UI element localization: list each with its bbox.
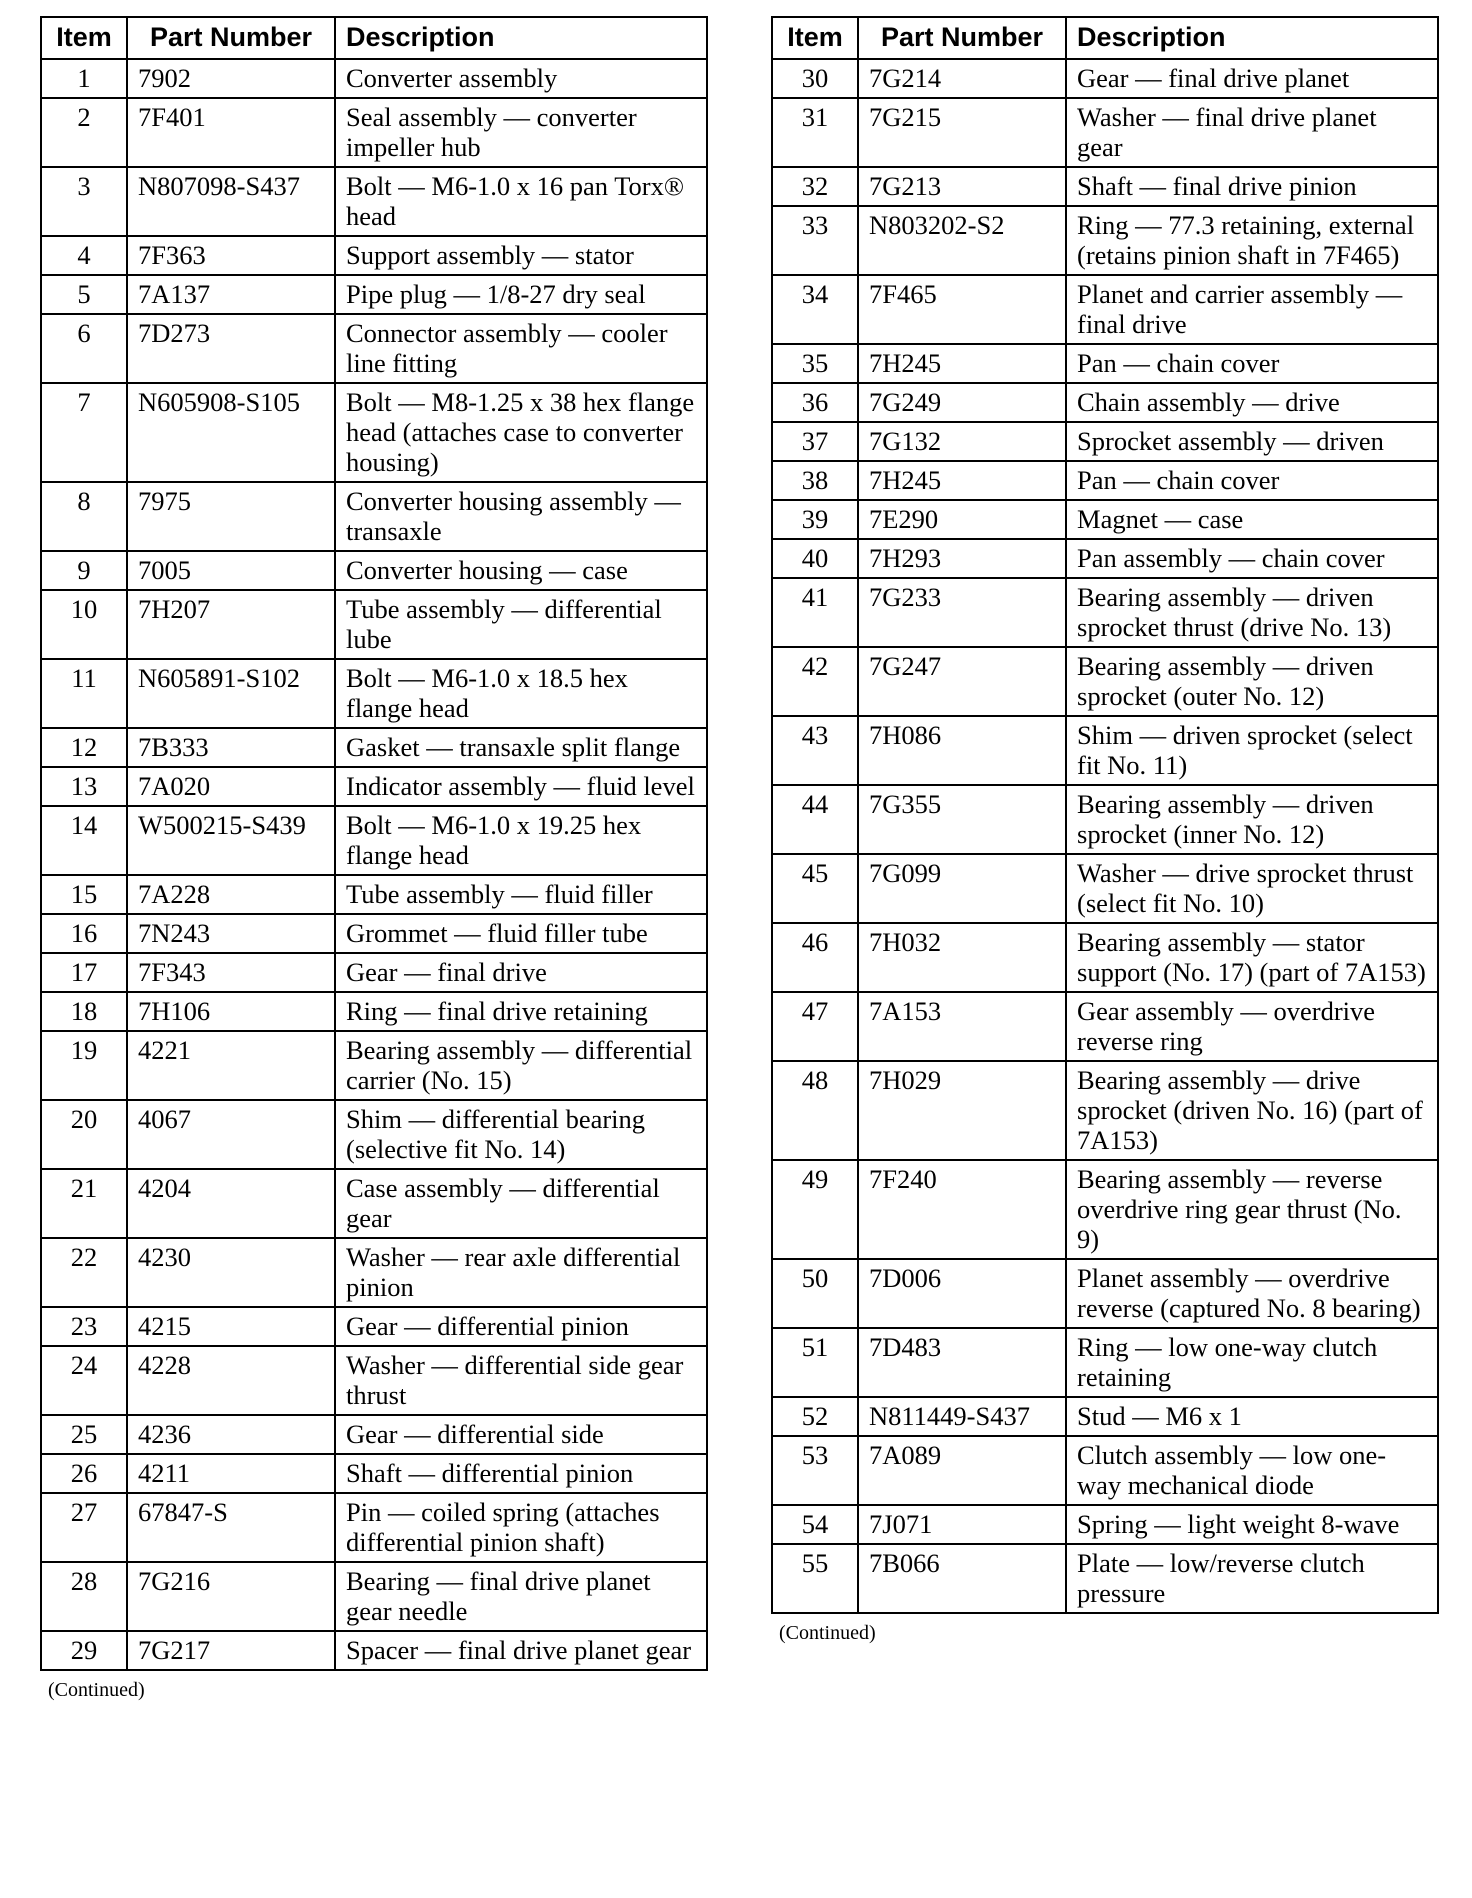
part-number-cell: 7G132 <box>858 422 1066 461</box>
part-number-cell: 7H245 <box>858 461 1066 500</box>
part-number-cell: 7F401 <box>127 98 335 167</box>
item-number-cell: 13 <box>41 767 127 806</box>
part-number-cell: 4215 <box>127 1307 335 1346</box>
table-row <box>41 1238 707 1307</box>
item-number-cell: 4 <box>41 236 127 275</box>
item-number-cell: 10 <box>41 590 127 659</box>
item-number-cell: 51 <box>772 1328 858 1397</box>
description-cell: Pan assembly — chain cover <box>1066 539 1438 578</box>
item-number-cell: 19 <box>41 1031 127 1100</box>
part-number-cell: 7H029 <box>858 1061 1066 1160</box>
description-cell: Indicator assembly — fluid level <box>335 767 707 806</box>
description-cell: Chain assembly — drive <box>1066 383 1438 422</box>
table-row <box>41 482 707 551</box>
part-number-cell: W500215-S439 <box>127 806 335 875</box>
table-row <box>41 659 707 728</box>
item-number-cell: 54 <box>772 1505 858 1544</box>
continued-note-left: (Continued) <box>48 1679 145 1701</box>
part-number-cell: 7G215 <box>858 98 1066 167</box>
part-number-cell: 7A089 <box>858 1436 1066 1505</box>
table-row <box>772 647 1438 716</box>
description-cell: Bolt — M6-1.0 x 19.25 hex flange head <box>335 806 707 875</box>
item-number-cell: 17 <box>41 953 127 992</box>
part-number-cell: 7E290 <box>858 500 1066 539</box>
description-cell: Pan — chain cover <box>1066 344 1438 383</box>
item-number-cell: 30 <box>772 59 858 98</box>
description-cell: Shaft — final drive pinion <box>1066 167 1438 206</box>
header-description: Description <box>1066 17 1438 59</box>
description-cell: Converter housing assembly — transaxle <box>335 482 707 551</box>
table-row <box>772 1259 1438 1328</box>
description-cell: Bearing assembly — driven sprocket (outer No. 12) <box>1066 647 1438 716</box>
continued-note-right: (Continued) <box>779 1622 876 1644</box>
item-number-cell: 36 <box>772 383 858 422</box>
description-cell: Spring — light weight 8-wave <box>1066 1505 1438 1544</box>
table-row <box>772 461 1438 500</box>
table-row <box>41 1346 707 1415</box>
part-number-cell: 7G249 <box>858 383 1066 422</box>
description-cell: Pin — coiled spring (attaches differential pinion shaft) <box>335 1493 707 1562</box>
description-cell: Clutch assembly — low one-way mechanical diode <box>1066 1436 1438 1505</box>
table-row <box>41 1493 707 1562</box>
table-row <box>41 275 707 314</box>
item-number-cell: 9 <box>41 551 127 590</box>
table-row <box>41 1454 707 1493</box>
table-row <box>41 314 707 383</box>
description-cell: Bearing assembly — drive sprocket (driven No. 16) (part of 7A153) <box>1066 1061 1438 1160</box>
description-cell: Grommet — fluid filler tube <box>335 914 707 953</box>
table-row <box>41 236 707 275</box>
item-number-cell: 20 <box>41 1100 127 1169</box>
item-number-cell: 41 <box>772 578 858 647</box>
table-row <box>772 854 1438 923</box>
description-cell: Ring — final drive retaining <box>335 992 707 1031</box>
parts-table-left-body <box>41 59 707 1670</box>
table-row <box>41 551 707 590</box>
item-number-cell: 32 <box>772 167 858 206</box>
item-number-cell: 48 <box>772 1061 858 1160</box>
table-row <box>41 806 707 875</box>
part-number-cell: 7G213 <box>858 167 1066 206</box>
part-number-cell: 4067 <box>127 1100 335 1169</box>
item-number-cell: 26 <box>41 1454 127 1493</box>
item-number-cell: 35 <box>772 344 858 383</box>
table-row <box>772 500 1438 539</box>
parts-table-left-column <box>40 16 706 1702</box>
description-cell: Seal assembly — converter impeller hub <box>335 98 707 167</box>
table-row <box>772 539 1438 578</box>
description-cell: Ring — low one-way clutch retaining <box>1066 1328 1438 1397</box>
item-number-cell: 28 <box>41 1562 127 1631</box>
table-row <box>41 98 707 167</box>
table-row <box>41 1307 707 1346</box>
table-row <box>41 1100 707 1169</box>
item-number-cell: 16 <box>41 914 127 953</box>
part-number-cell: N605908-S105 <box>127 383 335 482</box>
item-number-cell: 12 <box>41 728 127 767</box>
header-part-number: Part Number <box>127 17 335 59</box>
part-number-cell: 7H207 <box>127 590 335 659</box>
table-row <box>772 59 1438 98</box>
part-number-cell: 7G355 <box>858 785 1066 854</box>
part-number-cell: 7G214 <box>858 59 1066 98</box>
description-cell: Gear — differential side <box>335 1415 707 1454</box>
description-cell: Spacer — final drive planet gear <box>335 1631 707 1670</box>
description-cell: Gear — final drive planet <box>1066 59 1438 98</box>
description-cell: Connector assembly — cooler line fitting <box>335 314 707 383</box>
description-cell: Ring — 77.3 retaining, external (retains pinion shaft in 7F465) <box>1066 206 1438 275</box>
table-row <box>41 383 707 482</box>
item-number-cell: 21 <box>41 1169 127 1238</box>
item-number-cell: 44 <box>772 785 858 854</box>
item-number-cell: 49 <box>772 1160 858 1259</box>
item-number-cell: 50 <box>772 1259 858 1328</box>
part-number-cell: 7D006 <box>858 1259 1066 1328</box>
part-number-cell: 7B066 <box>858 1544 1066 1613</box>
table-row <box>772 422 1438 461</box>
part-number-cell: 7005 <box>127 551 335 590</box>
item-number-cell: 7 <box>41 383 127 482</box>
description-cell: Case assembly — differential gear <box>335 1169 707 1238</box>
header-part-number: Part Number <box>858 17 1066 59</box>
item-number-cell: 24 <box>41 1346 127 1415</box>
description-cell: Tube assembly — fluid filler <box>335 875 707 914</box>
part-number-cell: 7J071 <box>858 1505 1066 1544</box>
description-cell: Bolt — M8-1.25 x 38 hex flange head (attaches case to converter housing) <box>335 383 707 482</box>
part-number-cell: 7H032 <box>858 923 1066 992</box>
item-number-cell: 14 <box>41 806 127 875</box>
table-row <box>772 923 1438 992</box>
part-number-cell: N807098-S437 <box>127 167 335 236</box>
table-row <box>41 590 707 659</box>
part-number-cell: 4228 <box>127 1346 335 1415</box>
item-number-cell: 52 <box>772 1397 858 1436</box>
description-cell: Bearing assembly — stator support (No. 17) (part of 7A153) <box>1066 923 1438 992</box>
description-cell: Magnet — case <box>1066 500 1438 539</box>
table-row <box>772 716 1438 785</box>
item-number-cell: 39 <box>772 500 858 539</box>
table-row <box>772 1505 1438 1544</box>
table-row <box>41 953 707 992</box>
description-cell: Converter housing — case <box>335 551 707 590</box>
description-cell: Gear — differential pinion <box>335 1307 707 1346</box>
description-cell: Washer — drive sprocket thrust (select fit No. 10) <box>1066 854 1438 923</box>
table-row <box>772 98 1438 167</box>
description-cell: Planet assembly — overdrive reverse (captured No. 8 bearing) <box>1066 1259 1438 1328</box>
part-number-cell: 7H086 <box>858 716 1066 785</box>
part-number-cell: 7A020 <box>127 767 335 806</box>
part-number-cell: 7B333 <box>127 728 335 767</box>
part-number-cell: 7A228 <box>127 875 335 914</box>
item-number-cell: 3 <box>41 167 127 236</box>
part-number-cell: 7F465 <box>858 275 1066 344</box>
description-cell: Gasket — transaxle split flange <box>335 728 707 767</box>
table-row <box>772 1436 1438 1505</box>
part-number-cell: 7A153 <box>858 992 1066 1061</box>
description-cell: Support assembly — stator <box>335 236 707 275</box>
item-number-cell: 1 <box>41 59 127 98</box>
header-item: Item <box>772 17 858 59</box>
part-number-cell: 7H245 <box>858 344 1066 383</box>
table-row <box>772 1061 1438 1160</box>
table-row <box>41 1562 707 1631</box>
table-row <box>41 1169 707 1238</box>
table-row <box>772 167 1438 206</box>
table-row <box>41 914 707 953</box>
item-number-cell: 47 <box>772 992 858 1061</box>
table-row <box>772 383 1438 422</box>
item-number-cell: 18 <box>41 992 127 1031</box>
part-number-cell: 7G099 <box>858 854 1066 923</box>
item-number-cell: 23 <box>41 1307 127 1346</box>
table-row <box>41 167 707 236</box>
description-cell: Pan — chain cover <box>1066 461 1438 500</box>
description-cell: Tube assembly — differential lube <box>335 590 707 659</box>
description-cell: Shaft — differential pinion <box>335 1454 707 1493</box>
table-row <box>772 992 1438 1061</box>
description-cell: Gear assembly — overdrive reverse ring <box>1066 992 1438 1061</box>
description-cell: Washer — final drive planet gear <box>1066 98 1438 167</box>
part-number-cell: 7975 <box>127 482 335 551</box>
description-cell: Planet and carrier assembly — final drive <box>1066 275 1438 344</box>
table-row <box>772 206 1438 275</box>
part-number-cell: 4211 <box>127 1454 335 1493</box>
table-row <box>41 59 707 98</box>
table-row <box>41 1415 707 1454</box>
description-cell: Bearing assembly — differential carrier (No. 15) <box>335 1031 707 1100</box>
description-cell: Shim — differential bearing (selective fit No. 14) <box>335 1100 707 1169</box>
description-cell: Bearing — final drive planet gear needle <box>335 1562 707 1631</box>
item-number-cell: 2 <box>41 98 127 167</box>
table-row <box>41 767 707 806</box>
part-number-cell: 7A137 <box>127 275 335 314</box>
part-number-cell: 7G233 <box>858 578 1066 647</box>
description-cell: Gear — final drive <box>335 953 707 992</box>
table-header-row <box>41 17 707 59</box>
parts-table-right <box>771 16 1439 1614</box>
item-number-cell: 55 <box>772 1544 858 1613</box>
description-cell: Bolt — M6-1.0 x 16 pan Torx® head <box>335 167 707 236</box>
item-number-cell: 40 <box>772 539 858 578</box>
part-number-cell: 7D483 <box>858 1328 1066 1397</box>
item-number-cell: 5 <box>41 275 127 314</box>
part-number-cell: 7G217 <box>127 1631 335 1670</box>
table-row <box>772 1397 1438 1436</box>
part-number-cell: 67847-S <box>127 1493 335 1562</box>
item-number-cell: 38 <box>772 461 858 500</box>
description-cell: Stud — M6 x 1 <box>1066 1397 1438 1436</box>
description-cell: Shim — driven sprocket (select fit No. 11) <box>1066 716 1438 785</box>
description-cell: Bearing assembly — reverse overdrive ring gear thrust (No. 9) <box>1066 1160 1438 1259</box>
item-number-cell: 6 <box>41 314 127 383</box>
item-number-cell: 37 <box>772 422 858 461</box>
item-number-cell: 34 <box>772 275 858 344</box>
item-number-cell: 31 <box>772 98 858 167</box>
part-number-cell: N803202-S2 <box>858 206 1066 275</box>
item-number-cell: 42 <box>772 647 858 716</box>
parts-table-right-column <box>771 16 1437 1645</box>
part-number-cell: 4221 <box>127 1031 335 1100</box>
header-item: Item <box>41 17 127 59</box>
part-number-cell: 7902 <box>127 59 335 98</box>
part-number-cell: N605891-S102 <box>127 659 335 728</box>
parts-table-right-body <box>772 59 1438 1613</box>
part-number-cell: 7H293 <box>858 539 1066 578</box>
table-row <box>772 1160 1438 1259</box>
part-number-cell: 7F240 <box>858 1160 1066 1259</box>
table-row <box>41 1631 707 1670</box>
description-cell: Washer — rear axle differential pinion <box>335 1238 707 1307</box>
part-number-cell: 4236 <box>127 1415 335 1454</box>
header-description: Description <box>335 17 707 59</box>
parts-table-left <box>40 16 708 1671</box>
description-cell: Sprocket assembly — driven <box>1066 422 1438 461</box>
table-row <box>41 1031 707 1100</box>
item-number-cell: 45 <box>772 854 858 923</box>
item-number-cell: 25 <box>41 1415 127 1454</box>
item-number-cell: 27 <box>41 1493 127 1562</box>
part-number-cell: 7D273 <box>127 314 335 383</box>
part-number-cell: 7F343 <box>127 953 335 992</box>
table-row <box>772 275 1438 344</box>
item-number-cell: 22 <box>41 1238 127 1307</box>
part-number-cell: 4204 <box>127 1169 335 1238</box>
table-row <box>772 1328 1438 1397</box>
part-number-cell: 7N243 <box>127 914 335 953</box>
description-cell: Converter assembly <box>335 59 707 98</box>
part-number-cell: N811449-S437 <box>858 1397 1066 1436</box>
item-number-cell: 15 <box>41 875 127 914</box>
item-number-cell: 53 <box>772 1436 858 1505</box>
description-cell: Bolt — M6-1.0 x 18.5 hex flange head <box>335 659 707 728</box>
description-cell: Washer — differential side gear thrust <box>335 1346 707 1415</box>
table-row <box>772 344 1438 383</box>
part-number-cell: 7H106 <box>127 992 335 1031</box>
table-header-row <box>772 17 1438 59</box>
item-number-cell: 8 <box>41 482 127 551</box>
part-number-cell: 7G216 <box>127 1562 335 1631</box>
part-number-cell: 4230 <box>127 1238 335 1307</box>
table-row <box>41 728 707 767</box>
description-cell: Bearing assembly — driven sprocket thrust (drive No. 13) <box>1066 578 1438 647</box>
item-number-cell: 33 <box>772 206 858 275</box>
part-number-cell: 7F363 <box>127 236 335 275</box>
item-number-cell: 29 <box>41 1631 127 1670</box>
part-number-cell: 7G247 <box>858 647 1066 716</box>
description-cell: Bearing assembly — driven sprocket (inner No. 12) <box>1066 785 1438 854</box>
table-row <box>772 1544 1438 1613</box>
item-number-cell: 11 <box>41 659 127 728</box>
description-cell: Pipe plug — 1/8-27 dry seal <box>335 275 707 314</box>
table-row <box>772 578 1438 647</box>
item-number-cell: 46 <box>772 923 858 992</box>
table-row <box>772 785 1438 854</box>
table-row <box>41 992 707 1031</box>
table-row <box>41 875 707 914</box>
item-number-cell: 43 <box>772 716 858 785</box>
description-cell: Plate — low/reverse clutch pressure <box>1066 1544 1438 1613</box>
